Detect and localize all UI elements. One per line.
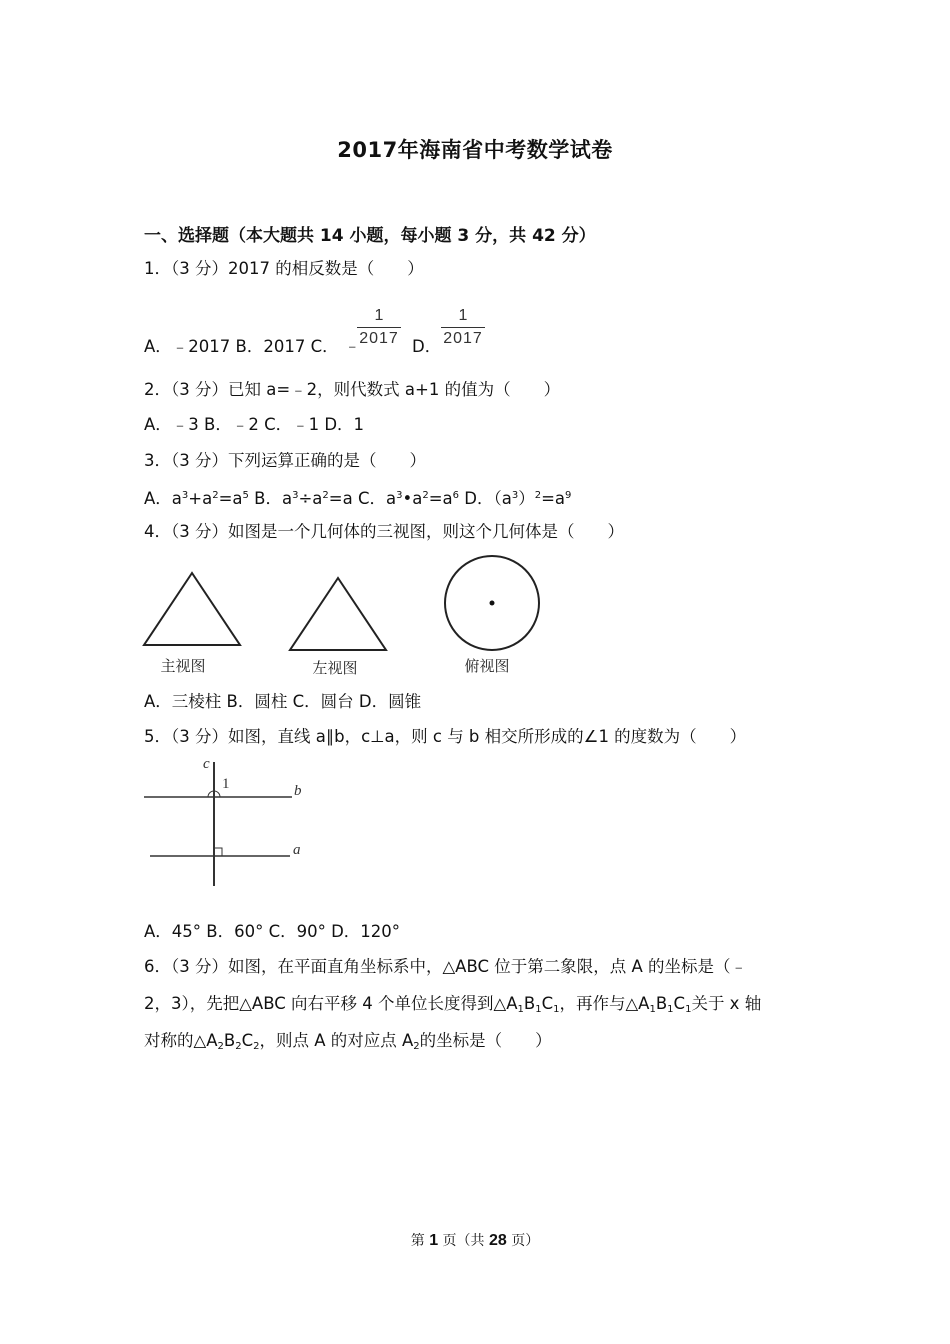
q1-stem: 1．（3 分）2017 的相反数是（ ） <box>144 259 424 278</box>
q3-stem: 3．（3 分）下列运算正确的是（ ） <box>144 451 426 470</box>
q4-top-view-circle <box>440 553 546 657</box>
q1-option-c-fraction <box>357 307 401 348</box>
q6-line-3: 对称的$\triangle A_2B_2C_2$，则点 A 的对应点 $A_2$的坐标是（ ） <box>144 1031 552 1052</box>
q4-left-view-caption: 左视图 <box>312 659 358 677</box>
q1-option-d-label: D． <box>412 337 442 356</box>
q6-line-2: 2，3），先把△ABC 向右平移 4 个单位长度得到$\triangle A_1B_1C_1$，再作与$\triangle A_1B_1C_1$关于 x 轴 <box>144 994 762 1015</box>
q1-option-c-denominator: 2017 <box>359 330 399 347</box>
q5-options: A．45° B．60° C．90° D．120° <box>144 922 401 941</box>
q1-option-d-fraction <box>441 307 485 348</box>
q1-options-ab <box>144 335 339 359</box>
total-page-count: 28 <box>489 1232 507 1249</box>
q1-option-c-label: C． <box>310 337 339 356</box>
section-heading: 一、选择题（本大题共 14 小题，每小题 3 分，共 42 分） <box>144 226 596 246</box>
q2-options: A．﹣3 B．﹣2 C．﹣1 D．1 <box>144 415 365 434</box>
q1-option-c-sign: ﹣ <box>344 336 361 355</box>
q1-option-d-numerator: 1 <box>441 307 485 328</box>
current-page-number: 1 <box>429 1232 439 1249</box>
q4-left-view-triangle <box>285 570 395 656</box>
q4-front-view-caption: 主视图 <box>160 657 206 675</box>
q5-label-a: a <box>293 842 301 858</box>
q5-stem: 5．（3 分）如图，直线 a∥b，c⊥a，则 c 与 b 相交所形成的∠1 的度数为（ ） <box>144 727 747 746</box>
q6-line-1: 6．（3 分）如图，在平面直角坐标系中，△ABC 位于第二象限，点 A 的坐标是（﹣ <box>144 957 748 976</box>
page-footer: 第 1 页（共 28 页） <box>410 1232 540 1249</box>
q4-top-view-caption: 俯视图 <box>464 657 510 675</box>
q3-options: A．$a^3+a^2=a^5$ B．$a^3\div a^2=a$ C．$a^3•a^2=a^6$ D．$(a^3)^2=a^9$ <box>144 489 572 508</box>
q2-stem: 2．（3 分）已知 a=﹣2，则代数式 a+1 的值为（ ） <box>144 380 561 399</box>
q5-label-angle-1: 1 <box>222 776 230 792</box>
q1-option-b: B．2017 <box>235 337 306 356</box>
q4-stem: 4．（3 分）如图是一个几何体的三视图，则这个几何体是（ ） <box>144 522 624 541</box>
q5-label-b: b <box>294 783 302 799</box>
q1-option-d-denominator: 2017 <box>443 330 483 347</box>
q5-parallel-lines-figure <box>140 756 320 890</box>
q4-front-view-triangle <box>140 565 250 655</box>
q1-option-c-numerator: 1 <box>357 307 401 328</box>
q5-label-c: c <box>203 756 210 772</box>
q4-options: A．三棱柱 B．圆柱 C．圆台 D．圆锥 <box>144 692 422 711</box>
page-title: 2017年海南省中考数学试卷 <box>337 138 613 162</box>
q1-option-a: A．﹣2017 <box>144 337 231 356</box>
